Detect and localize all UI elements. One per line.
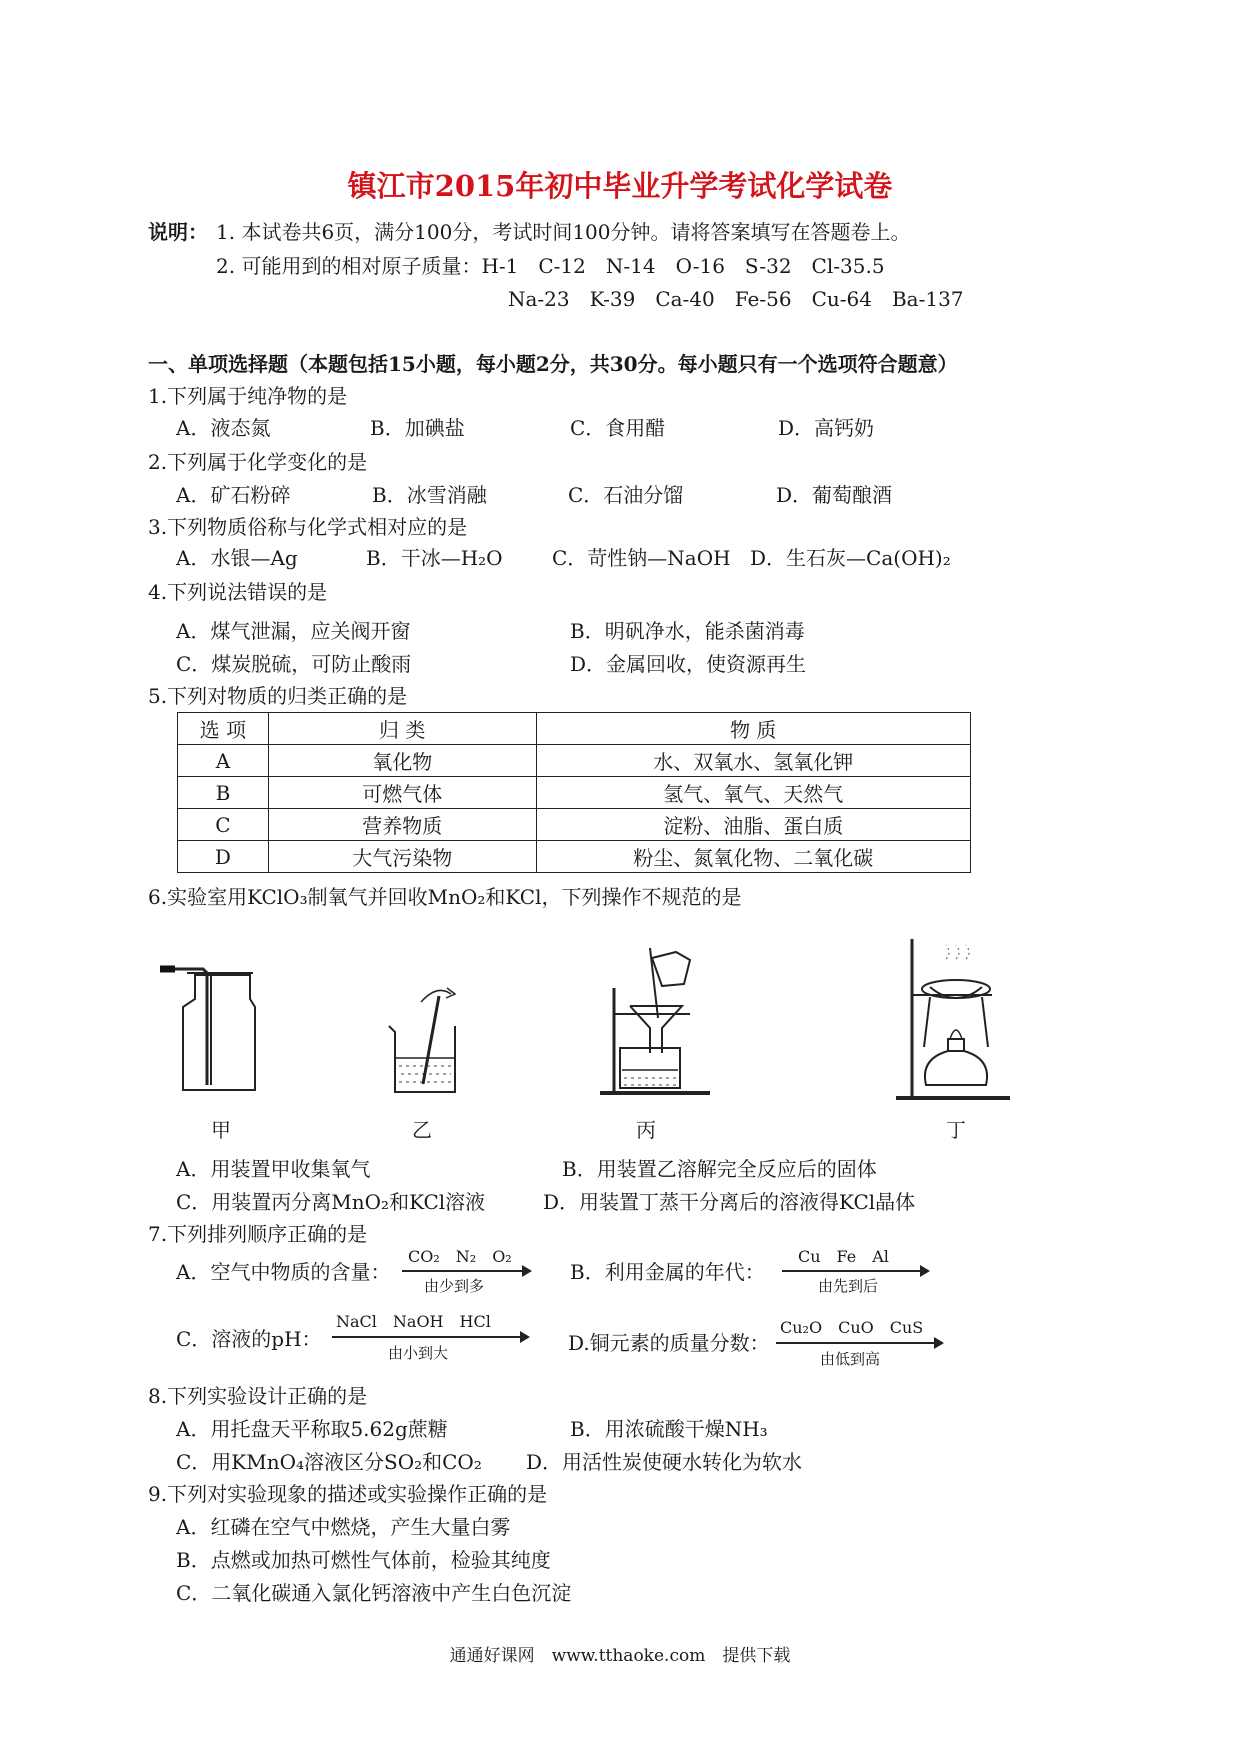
q8-option-c: C．用KMnO₄溶液区分SO₂和CO₂ bbox=[176, 1450, 482, 1474]
table-header-row bbox=[178, 713, 971, 745]
table-cell: A bbox=[178, 745, 269, 777]
table-header-substance: 物 质 bbox=[536, 713, 970, 745]
apparatus-bing-filtration bbox=[600, 948, 720, 1100]
q2-option-a: A．矿石粉碎 bbox=[176, 483, 291, 507]
q8-option-b: B．用浓硫酸干燥NH₃ bbox=[570, 1417, 768, 1441]
q7-option-b-arrow bbox=[782, 1270, 928, 1272]
table-row bbox=[178, 745, 971, 777]
q8-option-d: D．用活性炭使硬水转化为软水 bbox=[526, 1450, 803, 1474]
q4-option-c: C．煤炭脱硫，可防止酸雨 bbox=[176, 652, 412, 676]
instructions-line-1: 1. 本试卷共6页，满分100分，考试时间100分钟。请将答案填写在答题卷上。 bbox=[216, 220, 911, 244]
q2-option-d: D．葡萄酿酒 bbox=[776, 483, 893, 507]
apparatus-label-yi: 乙 bbox=[412, 1118, 432, 1142]
table-cell: 粉尘、氮氧化物、二氧化碳 bbox=[536, 841, 970, 873]
q2-option-c: C．石油分馏 bbox=[568, 483, 684, 507]
q7-option-a-label: A．空气中物质的含量： bbox=[176, 1260, 391, 1284]
apparatus-label-ding: 丁 bbox=[946, 1118, 966, 1142]
q3-option-c: C．苛性钠—NaOH bbox=[552, 546, 731, 570]
q7-option-d-order: Cu₂O CuO CuS bbox=[780, 1318, 924, 1337]
q7-stem: 7.下列排列顺序正确的是 bbox=[148, 1222, 368, 1246]
q6-stem: 6.实验室用KClO₃制氧气并回收MnO₂和KCl，下列操作不规范的是 bbox=[148, 885, 742, 909]
q1-option-b: B．加碘盐 bbox=[370, 416, 465, 440]
q8-stem: 8.下列实验设计正确的是 bbox=[148, 1384, 368, 1408]
table-header-category: 归 类 bbox=[268, 713, 536, 745]
q1-option-d: D．高钙奶 bbox=[778, 416, 875, 440]
table-row bbox=[178, 777, 971, 809]
table-cell: 氢气、氧气、天然气 bbox=[536, 777, 970, 809]
q1-option-a: A．液态氮 bbox=[176, 416, 271, 440]
apparatus-ding-evaporation bbox=[890, 935, 1015, 1105]
q6-option-d: D．用装置丁蒸干分离后的溶液得KCl晶体 bbox=[543, 1190, 916, 1214]
q7-option-c-arrow bbox=[332, 1336, 528, 1338]
classification-table bbox=[177, 712, 971, 873]
page-footer: 通通好课网 www.tthaoke.com 提供下载 bbox=[449, 1646, 791, 1666]
q6-option-a: A．用装置甲收集氧气 bbox=[176, 1157, 371, 1181]
q2-option-b: B．冰雪消融 bbox=[372, 483, 487, 507]
q1-stem: 1.下列属于纯净物的是 bbox=[148, 384, 348, 408]
q7-option-a-direction: 由少到多 bbox=[424, 1277, 485, 1295]
q9-option-a: A．红磷在空气中燃烧，产生大量白雾 bbox=[176, 1515, 511, 1539]
q7-option-a-order: CO₂ N₂ O₂ bbox=[408, 1247, 512, 1266]
table-cell: 可燃气体 bbox=[268, 777, 536, 809]
table-header-option: 选 项 bbox=[178, 713, 269, 745]
q7-option-a-arrow bbox=[402, 1270, 530, 1272]
q1-option-c: C．食用醋 bbox=[570, 416, 666, 440]
q3-option-a: A．水银—Ag bbox=[176, 546, 298, 570]
table-cell: 水、双氧水、氢氧化钾 bbox=[536, 745, 970, 777]
q3-option-d: D．生石灰—Ca(OH)₂ bbox=[750, 546, 951, 570]
q7-option-d-direction: 由低到高 bbox=[820, 1350, 881, 1368]
table-cell: B bbox=[178, 777, 269, 809]
q6-option-b: B．用装置乙溶解完全反应后的固体 bbox=[562, 1157, 877, 1181]
q7-option-c-direction: 由小到大 bbox=[388, 1344, 449, 1362]
instructions-label: 说明： bbox=[148, 220, 208, 244]
q7-option-b-direction: 由先到后 bbox=[818, 1277, 879, 1295]
table-cell: 淀粉、油脂、蛋白质 bbox=[536, 809, 970, 841]
q9-option-b: B．点燃或加热可燃性气体前，检验其纯度 bbox=[176, 1548, 551, 1572]
table-row bbox=[178, 809, 971, 841]
q7-option-d-arrow bbox=[776, 1342, 942, 1344]
q3-stem: 3.下列物质俗称与化学式相对应的是 bbox=[148, 515, 468, 539]
table-cell: C bbox=[178, 809, 269, 841]
q7-option-b-order: Cu Fe Al bbox=[798, 1247, 889, 1266]
table-cell: 氧化物 bbox=[268, 745, 536, 777]
q4-option-b: B．明矾净水，能杀菌消毒 bbox=[570, 619, 805, 643]
instructions-line-2: 2. 可能用到的相对原子质量：H-1 C-12 N-14 O-16 S-32 Cl-35.5 bbox=[216, 254, 885, 278]
apparatus-yi-beaker bbox=[385, 982, 485, 1097]
q4-option-a: A．煤气泄漏，应关阀开窗 bbox=[176, 619, 411, 643]
q7-option-c-label: C．溶液的pH： bbox=[176, 1327, 322, 1351]
table-row bbox=[178, 841, 971, 873]
apparatus-label-jia: 甲 bbox=[211, 1118, 231, 1142]
table-cell: 大气污染物 bbox=[268, 841, 536, 873]
q3-option-b: B．干冰—H₂O bbox=[366, 546, 503, 570]
table-cell: 营养物质 bbox=[268, 809, 536, 841]
q2-stem: 2.下列属于化学变化的是 bbox=[148, 450, 368, 474]
q4-stem: 4.下列说法错误的是 bbox=[148, 580, 328, 604]
q9-stem: 9.下列对实验现象的描述或实验操作正确的是 bbox=[148, 1482, 548, 1506]
q9-option-c: C．二氧化碳通入氯化钙溶液中产生白色沉淀 bbox=[176, 1581, 572, 1605]
q7-option-d-label: D.铜元素的质量分数： bbox=[568, 1331, 770, 1355]
page-title: 镇江市2015年初中毕业升学考试化学试卷 bbox=[347, 169, 893, 203]
section-heading: 一、单项选择题（本题包括15小题，每小题2分，共30分。每小题只有一个选项符合题意） bbox=[148, 352, 958, 376]
q7-option-c-order: NaCl NaOH HCl bbox=[336, 1312, 491, 1331]
q5-stem: 5.下列对物质的归类正确的是 bbox=[148, 684, 408, 708]
q8-option-a: A．用托盘天平称取5.62g蔗糖 bbox=[176, 1417, 448, 1441]
q7-option-b-label: B．利用金属的年代： bbox=[570, 1260, 765, 1284]
apparatus-jia-gas-bottle bbox=[155, 965, 265, 1095]
q6-option-c: C．用装置丙分离MnO₂和KCl溶液 bbox=[176, 1190, 486, 1214]
table-cell: D bbox=[178, 841, 269, 873]
apparatus-label-bing: 丙 bbox=[636, 1118, 656, 1142]
instructions-line-3: Na-23 K-39 Ca-40 Fe-56 Cu-64 Ba-137 bbox=[508, 287, 964, 311]
q4-option-d: D．金属回收，使资源再生 bbox=[570, 652, 807, 676]
